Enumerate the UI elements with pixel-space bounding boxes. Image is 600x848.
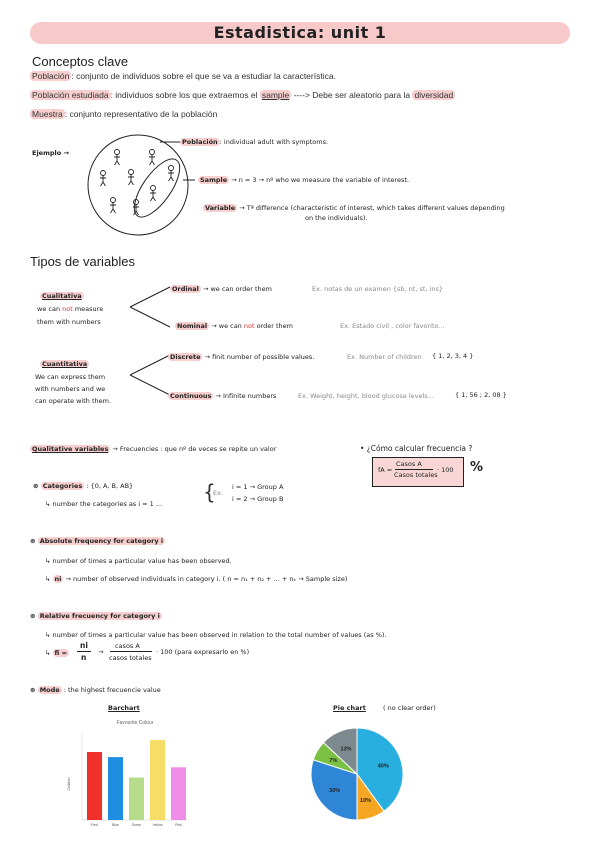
fi-line: [77, 651, 91, 652]
categories-def: : {0, A, B, AB}: [86, 482, 134, 490]
bar-red: [87, 752, 102, 820]
formula-fa: fA =: [378, 466, 393, 474]
bar-tick-label: Red: [91, 823, 98, 827]
fi-den: n: [81, 653, 87, 662]
relative-heading-row: [30, 612, 162, 620]
def-poblacion: : conjunto de individuos sobre el que se va a estudiar la característica.: [71, 71, 336, 81]
formula-line: [395, 469, 433, 470]
bullet-icon: ⊛: [33, 482, 41, 490]
categories-sub: ↳ number the categories as i = 1 ...: [45, 500, 163, 508]
page-title: Estadistica: unit 1: [213, 23, 387, 42]
ejemplo-poblacion-term: Población: [182, 138, 218, 146]
ordinal-def: → we can order them: [202, 285, 272, 293]
continuous-set: { 1, 56 ; 2, 08 }: [455, 391, 507, 399]
fi-arrow: →: [98, 648, 104, 656]
ordinal-term: Ordinal: [172, 285, 199, 293]
ni-term: ni: [54, 575, 62, 583]
arrow-icon: ↳: [45, 575, 53, 583]
bar-blue: [108, 757, 123, 820]
categories-ex-1: i = 1 → Group A: [232, 483, 284, 491]
term-diversidad: diversidad: [414, 90, 454, 100]
fi-den-2: casos totales: [109, 654, 152, 662]
cualitativa-desc-2: them with numbers: [37, 318, 101, 326]
bar-chart: [60, 712, 210, 832]
categories-term: Categories: [42, 482, 83, 490]
term-poblacion: Población: [32, 71, 70, 81]
qualitative-row: [30, 445, 276, 453]
pie-slice-label: 30%: [329, 788, 341, 795]
absolute-line-2-row: [45, 575, 347, 583]
nominal-not: not: [243, 322, 255, 330]
pie-chart: [305, 722, 415, 832]
mode-def: : the highest frecuencie value: [63, 686, 161, 694]
ejemplo-sample-term: Sample: [200, 176, 228, 184]
arrow-icon: ↳: [45, 649, 53, 657]
discrete-set: { 1, 2, 3, 4 }: [432, 352, 474, 360]
bar-chart-ylabel: Children: [67, 777, 71, 791]
conceptos-heading: Conceptos clave: [32, 54, 129, 69]
fi-line-2: [110, 651, 152, 652]
discrete-example: Ex. Number of children: [347, 353, 422, 361]
cuantitativa-label: Cuantitativa: [42, 360, 88, 368]
ejemplo-poblacion: [180, 138, 328, 146]
pie-slice-label: 10%: [360, 798, 372, 805]
continuous-def: → Infinite numbers: [215, 392, 277, 400]
bar-tick-label: Pink: [175, 823, 182, 827]
ejemplo-variable-def2: on the individuals).: [305, 214, 368, 222]
formula-numerator: Casos A: [396, 460, 422, 468]
definition-muestra: [30, 109, 217, 119]
fi-term: fi =: [54, 649, 68, 657]
ejemplo-poblacion-def: : individual adult with symptoms.: [219, 138, 329, 146]
categories-ex-2: i = 2 → Group B: [232, 495, 284, 503]
ejemplo-sample: [198, 176, 409, 184]
nominal-example: Ex. Estado civil , color favorito...: [340, 322, 445, 330]
fi-formula-prefix: [45, 649, 69, 657]
absolute-heading-row: [30, 537, 165, 545]
pie-slice-label: 7%: [329, 757, 338, 764]
bullet-icon: ⊛: [30, 612, 38, 620]
barchart-label: Barchart: [108, 704, 140, 712]
ordinal-example: Ex. notas de un examen {sb, nt, st, ins}: [312, 285, 443, 293]
def-estudiada-1: : individuos sobre los que extraemos el: [110, 90, 260, 100]
person-icons: [100, 150, 174, 216]
absolute-line-2: → number of observed individuals in category i. ( n = n₁ + n₂ + ... + nₖ → Sample size): [65, 575, 348, 583]
piechart-note: ( no clear order): [383, 704, 436, 712]
bullet-icon: ⊛: [30, 686, 38, 694]
term-sample: sample: [261, 90, 290, 100]
bar-tick-label: Yellow: [152, 823, 163, 827]
ejemplo-variable-term: Variable: [205, 204, 236, 212]
bullet-icon: ⊛: [30, 537, 38, 545]
ejemplo-variable-def1: → Tª difference (characteristic of interest, which takes different values depending: [239, 204, 505, 212]
pie-slice-label: 13%: [340, 746, 352, 753]
fi-tail: · 100 (para expresarlo en %): [156, 648, 250, 656]
continuous-term: Continuous: [170, 392, 212, 400]
mode-row: [30, 686, 161, 694]
discrete-term: Discrete: [170, 353, 201, 361]
formula-denominator: Casos totales: [394, 471, 438, 479]
nominal-def-1: → we can: [211, 322, 244, 330]
nominal-term: Nominal: [177, 322, 208, 330]
cualitativa-branch: [125, 282, 175, 332]
absolute-heading: Absolute frequency for category i: [39, 537, 164, 545]
relative-line-1: ↳ number of times a particular value has been observed in relation to the total number of values (as %).: [45, 631, 387, 639]
continuous-row: [168, 392, 276, 400]
cualitativa-desc-1: [37, 305, 103, 313]
categories-ex-label: Ex.: [213, 489, 224, 497]
cualitativa-label: Cualitativa: [42, 292, 82, 300]
bar-tick-label: Blue: [111, 823, 120, 827]
nominal-def-2: order them: [254, 322, 293, 330]
ejemplo-variable: [203, 204, 505, 212]
mode-term: Mode: [39, 686, 60, 694]
cuantitativa-desc-3: can operate with them.: [35, 397, 112, 405]
cual-desc-1a: we can: [37, 305, 63, 313]
calc-question: • ¿Cómo calcular frecuencia ?: [360, 444, 473, 453]
def-muestra: : conjunto representativo de la población: [64, 109, 218, 119]
nominal-row: [175, 322, 293, 330]
ordinal-row: [170, 285, 272, 293]
ejemplo-sample-def: → n = 3 → nº who we measure the variable of interest.: [231, 176, 410, 184]
sample-ellipse: [126, 152, 188, 224]
relative-heading: Relative frecuency for category i: [39, 612, 160, 620]
discrete-def: → finit number of possible values.: [204, 353, 315, 361]
bar-green: [129, 778, 144, 821]
bar-pink: [171, 767, 186, 820]
bar-chart-title: Favourite Colour: [116, 720, 154, 726]
discrete-row: [168, 353, 314, 361]
population-circle: [88, 135, 188, 235]
pie-slice-label: 40%: [377, 763, 389, 770]
definition-estudiada: [30, 90, 455, 100]
term-estudiada: Población estudiada: [32, 90, 109, 100]
brace-icon: {: [203, 480, 216, 504]
ejemplo-label: Ejemplo →: [32, 149, 69, 157]
cuantitativa-desc-2: with numbers and we: [35, 385, 106, 393]
absolute-line-1: ↳ number of times a particular value has been observed.: [45, 557, 232, 565]
tipos-heading: Tipos de variables: [30, 254, 136, 269]
population-diagram: [85, 130, 195, 240]
fi-num-2: casos A: [115, 642, 140, 650]
def-estudiada-2: ----> Debe ser aleatorio para la: [291, 90, 413, 100]
term-muestra: Muestra: [32, 109, 63, 119]
cuantitativa-desc-1: We can express them: [35, 373, 106, 381]
cual-not: not: [62, 305, 73, 313]
qualitative-def: → Frecuencies : que nº de veces se repite un valor: [112, 445, 277, 453]
categories-row: [33, 482, 133, 490]
definition-poblacion: [30, 71, 336, 81]
piechart-label: Pie chart: [333, 704, 366, 712]
fi-num: ni: [80, 641, 88, 650]
bar-yellow: [150, 740, 165, 820]
formula-mult: · 100: [437, 466, 454, 474]
bar-tick-label: Green: [131, 823, 142, 827]
continuous-example: Ex. Weight, height, blood glucose levels...: [298, 392, 434, 400]
qualitative-term: Qualitative variables: [32, 445, 109, 453]
formula-percent: %: [470, 460, 484, 475]
cual-desc-1b: measure: [72, 305, 104, 313]
